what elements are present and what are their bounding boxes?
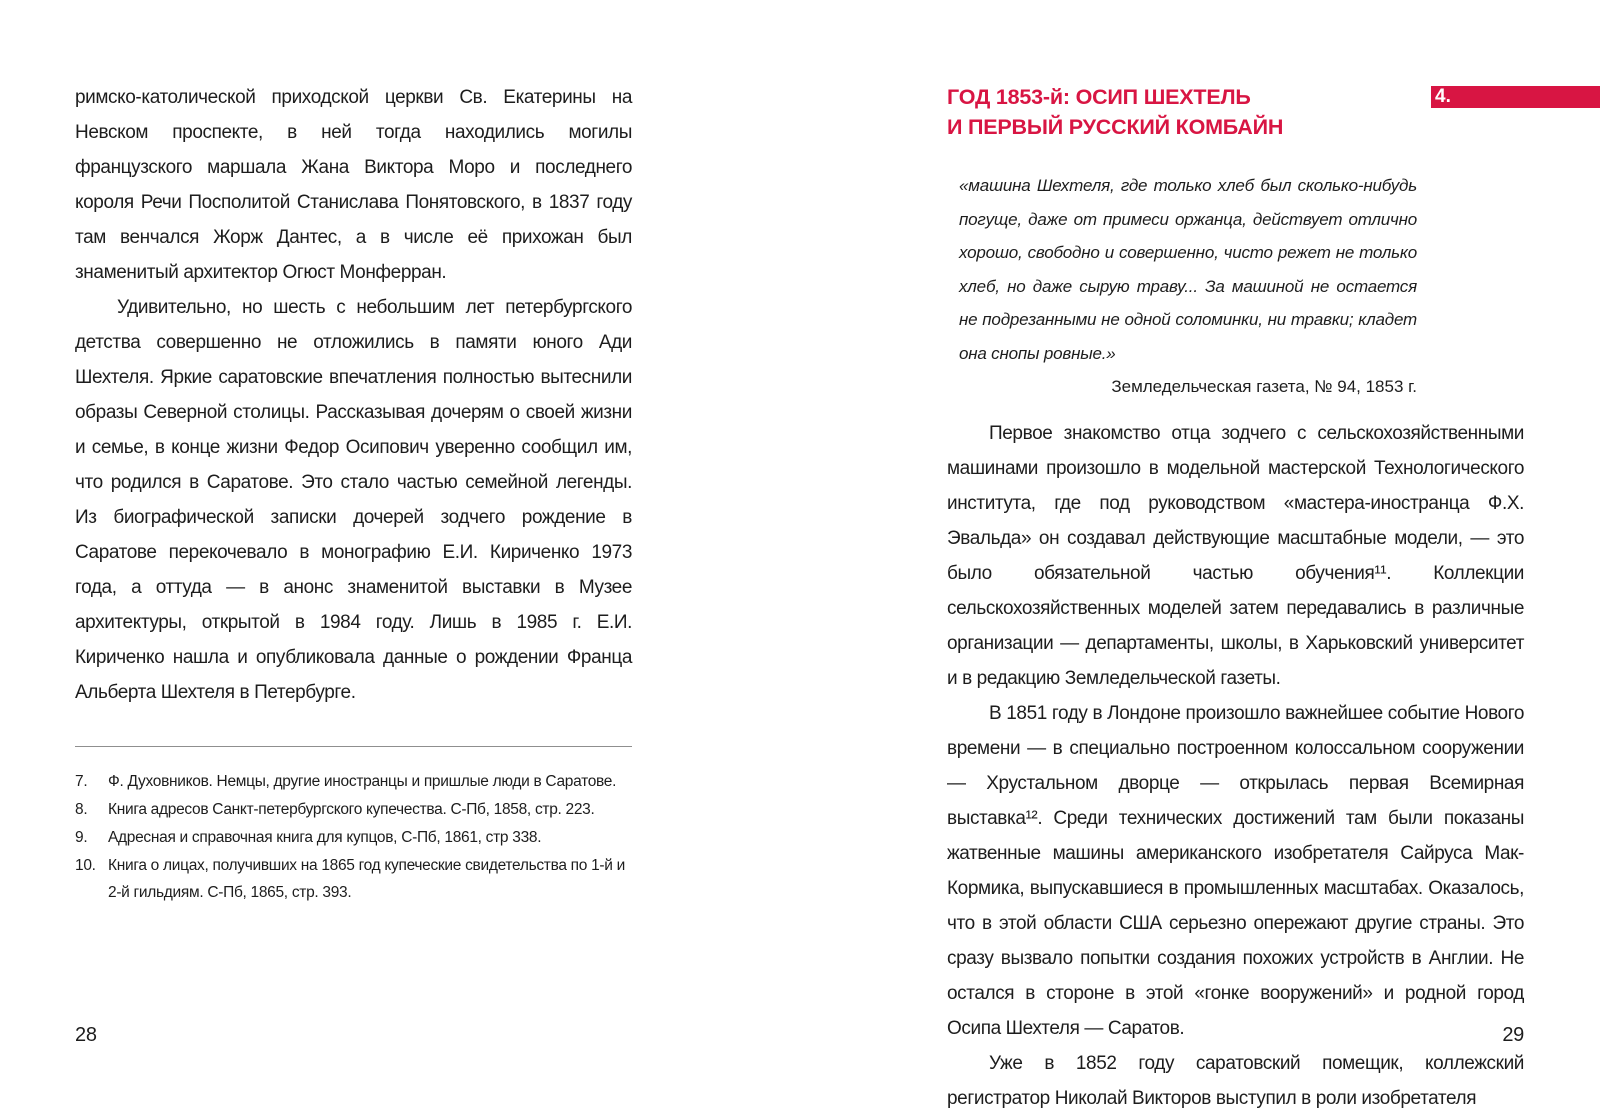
footnote-text: Адресная и справочная книга для купцов, С-Пб, 1861, стр 338. (108, 829, 542, 846)
footnote-item (75, 768, 632, 795)
footnote-item (75, 796, 632, 823)
footnote-number: 10. (75, 857, 96, 874)
left-page (75, 80, 632, 907)
right-paragraph-1: Первое знакомство отца зодчего с сельскохозяйственными машинами произошло в модельной мастерской Технологического института, где под руководством «мастера-иностранца Ф.Х. Эвальда» он создавал действующие масштабные модели, — это было обязательной частью обучения¹¹. Коллекции сельскохозяйственных моделей затем передавались в различные организации — департаменты, школы, в Харьковский университет и в редакцию Земледельческой газеты. (947, 423, 1524, 689)
footnote-number: 9. (75, 829, 88, 846)
chapter-number: 4. (1435, 86, 1451, 107)
footnote-text: Ф. Духовников. Немцы, другие иностранцы и пришлые люди в Саратове. (108, 773, 617, 790)
epigraph-attribution: Земледельческая газета, № 94, 1853 г. (1111, 377, 1417, 396)
footnote-item (75, 824, 632, 851)
right-page-body (947, 416, 1524, 1116)
page-number-right: 29 (1502, 1024, 1524, 1046)
chapter-title-line-2: И ПЕРВЫЙ РУССКИЙ КОМБАЙН (947, 115, 1284, 139)
epigraph-block (959, 169, 1417, 403)
footnote-number: 8. (75, 801, 88, 818)
footnotes-list (75, 768, 632, 906)
right-page (947, 80, 1524, 1116)
page-number-left: 28 (75, 1024, 97, 1046)
right-paragraph-3: Уже в 1852 году саратовский помещик, коллежский регистратор Николай Викторов выступил в роли изобретателя (947, 1053, 1524, 1109)
footnote-number: 7. (75, 773, 88, 790)
footnote-text: Книга о лицах, получивших на 1865 год купеческие свидетельства по 1-й и 2-й гильдиям. С-Пб, 1865, стр. 393. (108, 857, 626, 901)
footnote-divider (75, 746, 632, 747)
epigraph-quote: «машина Шехтеля, где только хлеб был сколько-нибудь погуще, даже от примеси оржанца, действует отлично хорошо, свободно и совершенно, чисто режет не только хлеб, но даже сырую траву... За машиной не остается не подрезанными не одной соломинки, ни травки; кладет она снопы ровные.» (959, 176, 1417, 363)
chapter-title-line-1: ГОД 1853-й: ОСИП ШЕХТЕЛЬ (947, 85, 1251, 109)
left-paragraph-2: Удивительно, но шесть с небольшим лет петербургского детства совершенно не отложились в памяти юного Ади Шехтеля. Яркие саратовские впечатления полностью вытеснили образы Северной столицы. Рассказывая дочерям о своей жизни и семье, в конце жизни Федор Осипович уверенно сообщил им, что родился в Саратове. Это стало частью семейной легенды. Из биографической записки дочерей зодчего рождение в Саратове перекочевало в монографию Е.И. Кириченко 1973 года, а оттуда — в анонс знаменитой выставки в Музее архитектуры, открытой в 1984 году. Лишь в 1985 г. Е.И. Кириченко нашла и опубликовала данные о рождении Франца Альберта Шехтеля в Петербурге. (75, 297, 632, 703)
left-paragraph-1: римско-католической приходской церкви Св. Екатерины на Невском проспекте, в ней тогда находились могилы французского маршала Жана Виктора Моро и последнего короля Речи Посполитой Станислава Понятовского, в 1837 году там венчался Жорж Дантес, а в числе её прихожан был знаменитый архитектор Огюст Монферран. (75, 87, 632, 283)
footnote-item (75, 852, 632, 906)
footnote-text: Книга адресов Санкт-петербургского купечества. С-Пб, 1858, стр. 223. (108, 801, 595, 818)
right-paragraph-2: В 1851 году в Лондоне произошло важнейшее событие Нового времени — в специально построенном колоссальном сооружении — Хрустальном дворце — открылась первая Всемирная выставка¹². Среди технических достижений там были показаны жатвенные машины американского изобретателя Сайруса Мак-Кормика, выпускавшиеся в промышленных масштабах. Оказалось, что в этой области США серьезно опережают другие страны. Это сразу вызвало попытки создания похожих устройств в Англии. Не остался в стороне в этой «гонке вооружений» и родной город Осипа Шехтеля — Саратов. (947, 703, 1524, 1039)
chapter-title (947, 82, 1524, 142)
